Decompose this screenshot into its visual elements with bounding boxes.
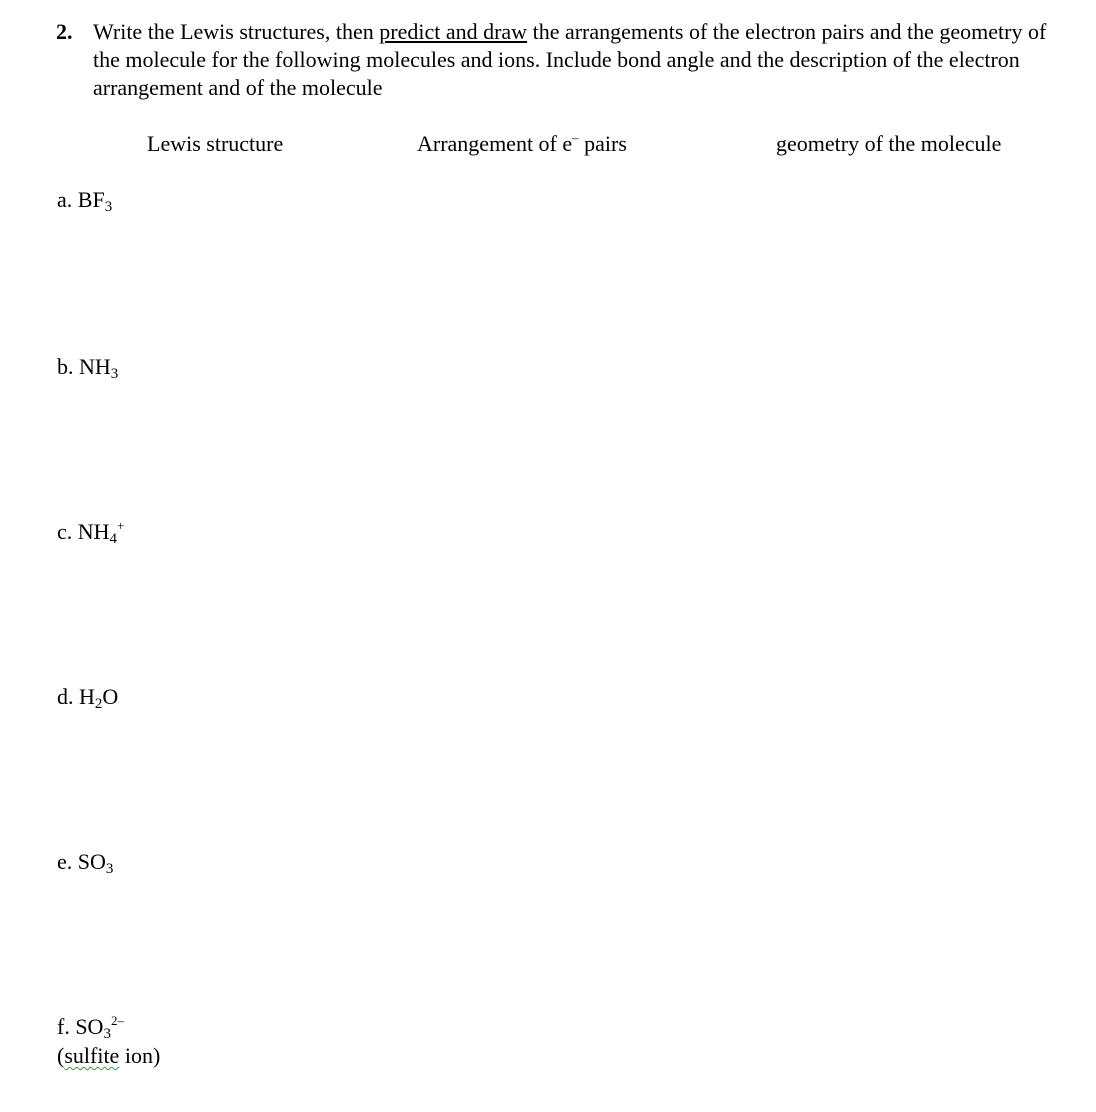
arrangement-label: Arrangement of e <box>417 131 573 156</box>
question-text-rest: the arrangements of the electron pairs and the geometry of the molecule for the following molecules and ions. Include bond angle and the description of the electron arrangement and of the molecule <box>93 19 1047 100</box>
spellcheck-word-sulfite: sulfite <box>64 1043 120 1068</box>
item-subscript: 2 <box>94 696 103 712</box>
item-so3 <box>57 848 113 876</box>
item-subscript: 3 <box>110 366 119 382</box>
question-text <box>93 18 1053 102</box>
question-number: 2. <box>56 19 73 44</box>
caption-tail: ion) <box>119 1043 161 1068</box>
item-charge: + <box>117 518 125 533</box>
column-header-geometry: geometry of the molecule <box>776 131 1002 156</box>
item-label: f. SO <box>57 1014 104 1039</box>
column-header-lewis: Lewis structure <box>147 131 284 156</box>
item-so3-2minus <box>57 1013 124 1041</box>
arrangement-label-tail: pairs <box>578 131 627 156</box>
item-subscript: 3 <box>103 1026 111 1042</box>
item-subscript: 4 <box>109 531 118 547</box>
item-label: d. H <box>57 684 95 709</box>
item-charge: 2– <box>110 1013 124 1028</box>
electron-superscript: – <box>572 130 579 145</box>
item-bf3 <box>57 186 112 214</box>
item-subscript: 3 <box>105 861 114 877</box>
item-h2o <box>57 683 118 711</box>
column-header-arrangement <box>417 130 627 158</box>
item-label: e. SO <box>57 849 106 874</box>
question-text-start: Write the Lewis structures, then <box>93 19 380 44</box>
item-label: c. NH <box>57 519 110 544</box>
caption-open-paren: ( <box>57 1043 65 1068</box>
item-sulfite-caption <box>57 1042 160 1070</box>
item-label: b. NH <box>57 354 111 379</box>
item-subscript: 3 <box>104 199 113 215</box>
item-label: a. BF <box>57 187 105 212</box>
item-label-tail: O <box>102 684 119 709</box>
question-underlined-phrase: predict and draw <box>379 19 528 44</box>
item-nh4-plus <box>57 518 124 546</box>
item-nh3 <box>57 353 118 381</box>
